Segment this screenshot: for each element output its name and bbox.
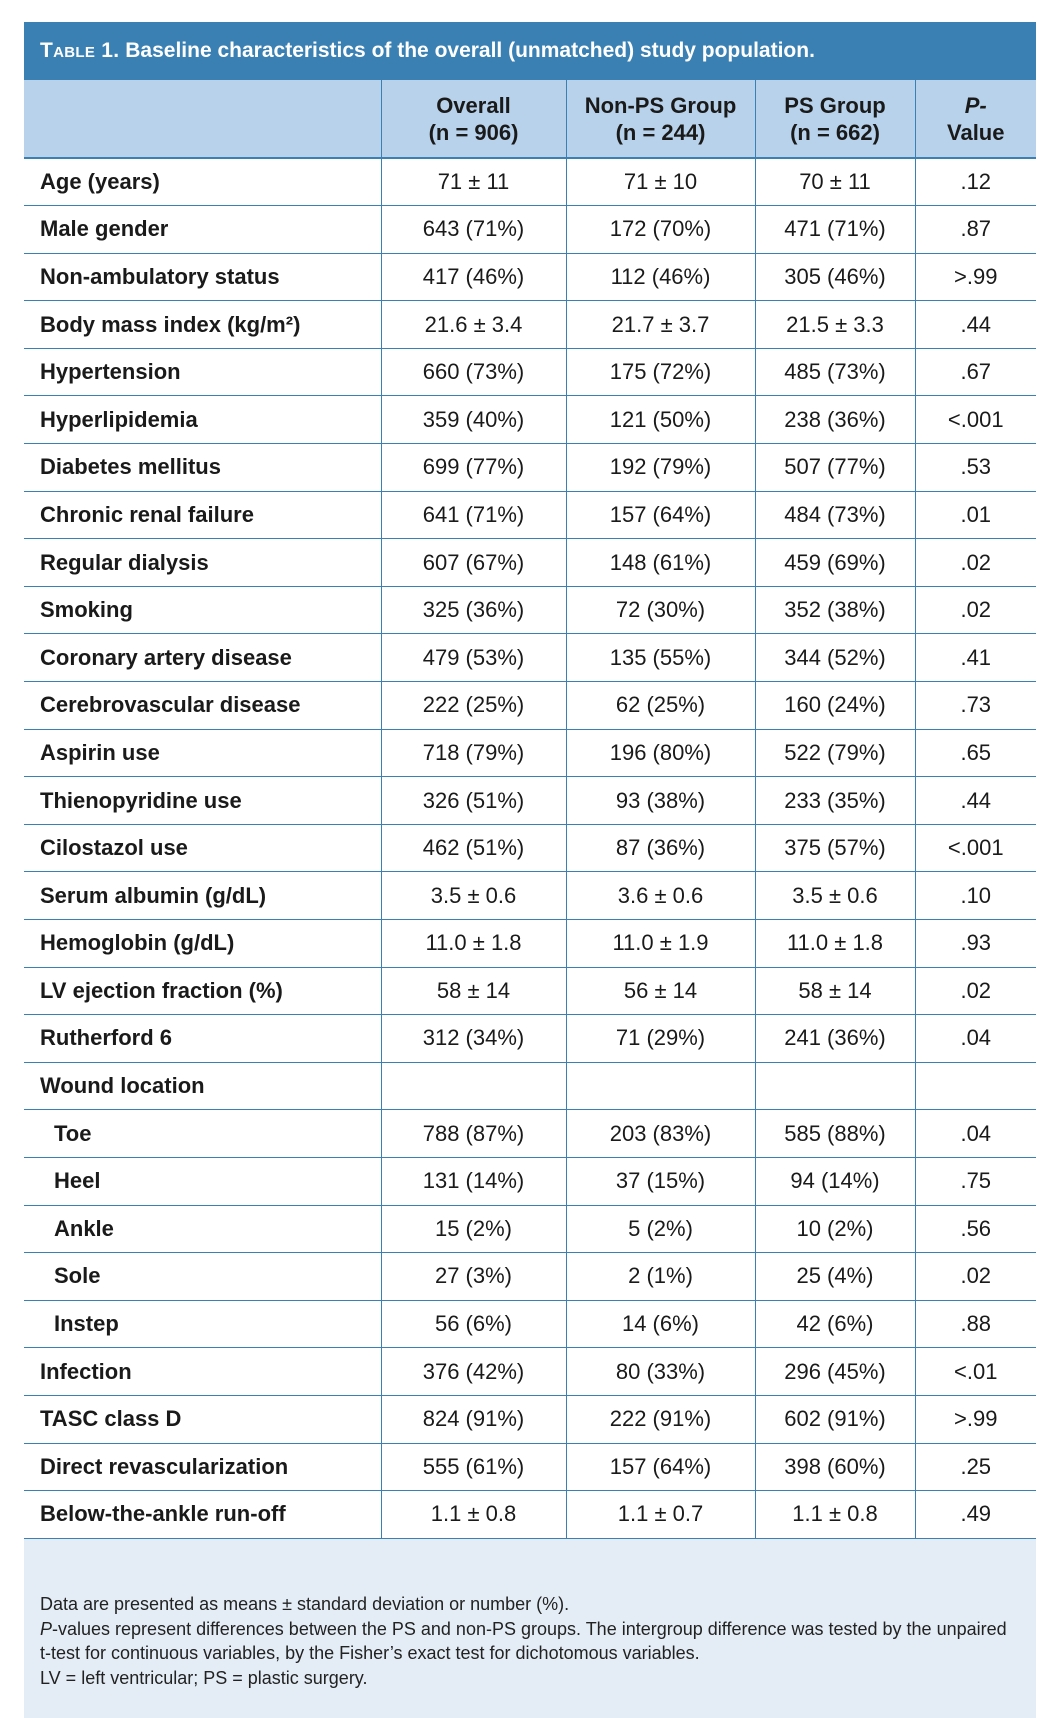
row-label: Cilostazol use	[24, 824, 381, 872]
row-label: Body mass index (kg/m²)	[24, 301, 381, 349]
header-overall-name: Overall	[436, 92, 511, 118]
cell-non-ps: 2 (1%)	[566, 1253, 755, 1301]
cell-ps: 375 (57%)	[755, 824, 915, 872]
footnote-p-italic: P	[40, 1618, 53, 1639]
cell-p-value: .04	[915, 1110, 1036, 1158]
cell-non-ps: 121 (50%)	[566, 396, 755, 444]
cell-non-ps: 14 (6%)	[566, 1300, 755, 1348]
row-label: Age (years)	[24, 158, 381, 206]
row-label: Below-the-ankle run-off	[24, 1491, 381, 1539]
cell-p-value: >.99	[915, 253, 1036, 301]
cell-ps: 398 (60%)	[755, 1443, 915, 1491]
row-label: Direct revascularization	[24, 1443, 381, 1491]
cell-overall: 660 (73%)	[381, 348, 566, 396]
table-row	[24, 777, 1036, 825]
row-label: Hypertension	[24, 348, 381, 396]
cell-p-value: .75	[915, 1157, 1036, 1205]
footnote-p-values	[40, 1617, 1020, 1666]
cell-overall: 131 (14%)	[381, 1157, 566, 1205]
table-panel	[24, 22, 1036, 1718]
cell-ps: 585 (88%)	[755, 1110, 915, 1158]
cell-ps: 344 (52%)	[755, 634, 915, 682]
cell-p-value: .25	[915, 1443, 1036, 1491]
cell-non-ps: 21.7 ± 3.7	[566, 301, 755, 349]
table-row	[24, 920, 1036, 968]
table-row	[24, 1443, 1036, 1491]
table-row	[24, 1491, 1036, 1539]
table-row	[24, 824, 1036, 872]
cell-overall: 718 (79%)	[381, 729, 566, 777]
cell-p-value: .44	[915, 777, 1036, 825]
cell-non-ps: 196 (80%)	[566, 729, 755, 777]
table-row	[24, 872, 1036, 920]
cell-p-value: .49	[915, 1491, 1036, 1539]
cell-non-ps: 62 (25%)	[566, 682, 755, 730]
cell-p-value: .10	[915, 872, 1036, 920]
cell-ps: 160 (24%)	[755, 682, 915, 730]
cell-non-ps: 72 (30%)	[566, 586, 755, 634]
row-label: Toe	[24, 1110, 381, 1158]
table-row	[24, 729, 1036, 777]
cell-ps: 352 (38%)	[755, 586, 915, 634]
cell-ps: 58 ± 14	[755, 967, 915, 1015]
cell-non-ps: 56 ± 14	[566, 967, 755, 1015]
cell-overall: 312 (34%)	[381, 1015, 566, 1063]
header-overall	[381, 80, 566, 158]
cell-p-value: <.001	[915, 396, 1036, 444]
cell-non-ps: 112 (46%)	[566, 253, 755, 301]
cell-overall: 222 (25%)	[381, 682, 566, 730]
row-label: TASC class D	[24, 1395, 381, 1443]
row-label: Male gender	[24, 206, 381, 254]
cell-ps: 484 (73%)	[755, 491, 915, 539]
header-p-value-line1: P-	[964, 92, 987, 118]
table-row	[24, 539, 1036, 587]
cell-non-ps: 37 (15%)	[566, 1157, 755, 1205]
table-row	[24, 396, 1036, 444]
cell-overall: 555 (61%)	[381, 1443, 566, 1491]
cell-overall: 607 (67%)	[381, 539, 566, 587]
table-row	[24, 1300, 1036, 1348]
cell-p-value: .88	[915, 1300, 1036, 1348]
cell-non-ps: 87 (36%)	[566, 824, 755, 872]
row-label: Smoking	[24, 586, 381, 634]
header-overall-n: (n = 906)	[428, 119, 519, 145]
table-footnotes	[40, 1592, 1020, 1690]
row-label: Chronic renal failure	[24, 491, 381, 539]
cell-ps: 21.5 ± 3.3	[755, 301, 915, 349]
cell-overall: 788 (87%)	[381, 1110, 566, 1158]
header-non-ps-name: Non-PS Group	[584, 92, 737, 118]
cell-non-ps	[566, 1062, 755, 1110]
row-label: Infection	[24, 1348, 381, 1396]
row-label: Cerebrovascular disease	[24, 682, 381, 730]
table-row	[24, 1348, 1036, 1396]
cell-ps: 10 (2%)	[755, 1205, 915, 1253]
table-row	[24, 1157, 1036, 1205]
header-non-ps	[566, 80, 755, 158]
header-ps-name: PS Group	[784, 92, 886, 118]
cell-ps: 471 (71%)	[755, 206, 915, 254]
cell-ps: 305 (46%)	[755, 253, 915, 301]
cell-ps: 238 (36%)	[755, 396, 915, 444]
cell-overall: 699 (77%)	[381, 444, 566, 492]
table-caption: Baseline characteristics of the overall (unmatched) study population.	[125, 39, 815, 62]
cell-non-ps: 157 (64%)	[566, 1443, 755, 1491]
row-label: Serum albumin (g/dL)	[24, 872, 381, 920]
cell-overall: 643 (71%)	[381, 206, 566, 254]
header-blank-cell	[24, 80, 381, 158]
table-row	[24, 158, 1036, 206]
cell-ps: 296 (45%)	[755, 1348, 915, 1396]
table-row	[24, 1110, 1036, 1158]
table-row	[24, 253, 1036, 301]
cell-ps: 11.0 ± 1.8	[755, 920, 915, 968]
cell-p-value: .04	[915, 1015, 1036, 1063]
header-p-value-line2: Value	[947, 119, 1005, 145]
cell-p-value: .02	[915, 967, 1036, 1015]
cell-p-value: .01	[915, 491, 1036, 539]
cell-overall: 11.0 ± 1.8	[381, 920, 566, 968]
cell-p-value: .73	[915, 682, 1036, 730]
cell-non-ps: 222 (91%)	[566, 1395, 755, 1443]
header-ps-n: (n = 662)	[790, 119, 880, 145]
cell-overall: 359 (40%)	[381, 396, 566, 444]
cell-non-ps: 203 (83%)	[566, 1110, 755, 1158]
cell-overall: 824 (91%)	[381, 1395, 566, 1443]
cell-overall: 325 (36%)	[381, 586, 566, 634]
table-title	[24, 22, 1036, 80]
row-label: Hyperlipidemia	[24, 396, 381, 444]
table-row	[24, 682, 1036, 730]
cell-non-ps: 5 (2%)	[566, 1205, 755, 1253]
cell-p-value: .02	[915, 1253, 1036, 1301]
table-number: Table 1.	[40, 39, 120, 62]
cell-overall: 21.6 ± 3.4	[381, 301, 566, 349]
cell-overall: 376 (42%)	[381, 1348, 566, 1396]
cell-p-value: <.001	[915, 824, 1036, 872]
row-label: Coronary artery disease	[24, 634, 381, 682]
table-row	[24, 491, 1036, 539]
cell-non-ps: 71 ± 10	[566, 158, 755, 206]
cell-ps: 241 (36%)	[755, 1015, 915, 1063]
cell-overall: 462 (51%)	[381, 824, 566, 872]
cell-ps: 42 (6%)	[755, 1300, 915, 1348]
header-row	[24, 80, 1036, 158]
table-row	[24, 1062, 1036, 1110]
footnote-p-text: -values represent differences between the PS and non-PS groups. The intergroup difference was tested by the unpaired t-test for continuous variables, by the Fisher’s exact test for dichotomous variables.	[40, 1618, 1007, 1663]
cell-non-ps: 192 (79%)	[566, 444, 755, 492]
cell-non-ps: 135 (55%)	[566, 634, 755, 682]
table-row	[24, 1205, 1036, 1253]
table-row	[24, 967, 1036, 1015]
cell-ps: 1.1 ± 0.8	[755, 1491, 915, 1539]
cell-ps: 25 (4%)	[755, 1253, 915, 1301]
cell-non-ps: 175 (72%)	[566, 348, 755, 396]
cell-ps: 459 (69%)	[755, 539, 915, 587]
table-row	[24, 1015, 1036, 1063]
cell-ps: 485 (73%)	[755, 348, 915, 396]
cell-non-ps: 80 (33%)	[566, 1348, 755, 1396]
table-row	[24, 348, 1036, 396]
cell-p-value: .93	[915, 920, 1036, 968]
row-label: Ankle	[24, 1205, 381, 1253]
cell-non-ps: 172 (70%)	[566, 206, 755, 254]
table-row	[24, 1253, 1036, 1301]
cell-non-ps: 148 (61%)	[566, 539, 755, 587]
row-label: Non-ambulatory status	[24, 253, 381, 301]
cell-p-value: .56	[915, 1205, 1036, 1253]
cell-ps: 3.5 ± 0.6	[755, 872, 915, 920]
cell-overall: 15 (2%)	[381, 1205, 566, 1253]
cell-overall	[381, 1062, 566, 1110]
cell-p-value: .44	[915, 301, 1036, 349]
cell-p-value: .02	[915, 539, 1036, 587]
cell-overall: 27 (3%)	[381, 1253, 566, 1301]
row-label: LV ejection fraction (%)	[24, 967, 381, 1015]
table-row	[24, 206, 1036, 254]
cell-overall: 479 (53%)	[381, 634, 566, 682]
cell-p-value: .53	[915, 444, 1036, 492]
cell-overall: 58 ± 14	[381, 967, 566, 1015]
cell-overall: 56 (6%)	[381, 1300, 566, 1348]
cell-p-value: .41	[915, 634, 1036, 682]
cell-non-ps: 3.6 ± 0.6	[566, 872, 755, 920]
cell-overall: 3.5 ± 0.6	[381, 872, 566, 920]
header-p-value	[915, 80, 1036, 158]
cell-overall: 417 (46%)	[381, 253, 566, 301]
cell-ps	[755, 1062, 915, 1110]
table-row	[24, 586, 1036, 634]
header-non-ps-n: (n = 244)	[615, 119, 706, 145]
table-row	[24, 301, 1036, 349]
cell-overall: 1.1 ± 0.8	[381, 1491, 566, 1539]
row-label: Hemoglobin (g/dL)	[24, 920, 381, 968]
table-row	[24, 444, 1036, 492]
cell-non-ps: 11.0 ± 1.9	[566, 920, 755, 968]
row-label: Wound location	[24, 1062, 381, 1110]
cell-non-ps: 1.1 ± 0.7	[566, 1491, 755, 1539]
cell-p-value: .65	[915, 729, 1036, 777]
header-ps	[755, 80, 915, 158]
row-label: Thienopyridine use	[24, 777, 381, 825]
cell-p-value: >.99	[915, 1395, 1036, 1443]
cell-ps: 233 (35%)	[755, 777, 915, 825]
table-row	[24, 1395, 1036, 1443]
cell-ps: 507 (77%)	[755, 444, 915, 492]
row-label: Rutherford 6	[24, 1015, 381, 1063]
row-label: Sole	[24, 1253, 381, 1301]
table-body	[24, 158, 1036, 1538]
baseline-characteristics-table	[24, 80, 1036, 1539]
cell-overall: 641 (71%)	[381, 491, 566, 539]
footnote-abbreviations: LV = left ventricular; PS = plastic surgery.	[40, 1667, 368, 1688]
cell-p-value: .67	[915, 348, 1036, 396]
cell-ps: 70 ± 11	[755, 158, 915, 206]
row-label: Aspirin use	[24, 729, 381, 777]
cell-p-value: .02	[915, 586, 1036, 634]
footnote-data-format: Data are presented as means ± standard deviation or number (%).	[40, 1594, 570, 1614]
cell-non-ps: 71 (29%)	[566, 1015, 755, 1063]
cell-ps: 522 (79%)	[755, 729, 915, 777]
cell-non-ps: 93 (38%)	[566, 777, 755, 825]
cell-non-ps: 157 (64%)	[566, 491, 755, 539]
row-label: Diabetes mellitus	[24, 444, 381, 492]
cell-ps: 602 (91%)	[755, 1395, 915, 1443]
cell-overall: 71 ± 11	[381, 158, 566, 206]
row-label: Regular dialysis	[24, 539, 381, 587]
row-label: Heel	[24, 1157, 381, 1205]
cell-overall: 326 (51%)	[381, 777, 566, 825]
cell-p-value: .87	[915, 206, 1036, 254]
cell-p-value: <.01	[915, 1348, 1036, 1396]
cell-p-value	[915, 1062, 1036, 1110]
cell-ps: 94 (14%)	[755, 1157, 915, 1205]
row-label: Instep	[24, 1300, 381, 1348]
cell-p-value: .12	[915, 158, 1036, 206]
table-row	[24, 634, 1036, 682]
